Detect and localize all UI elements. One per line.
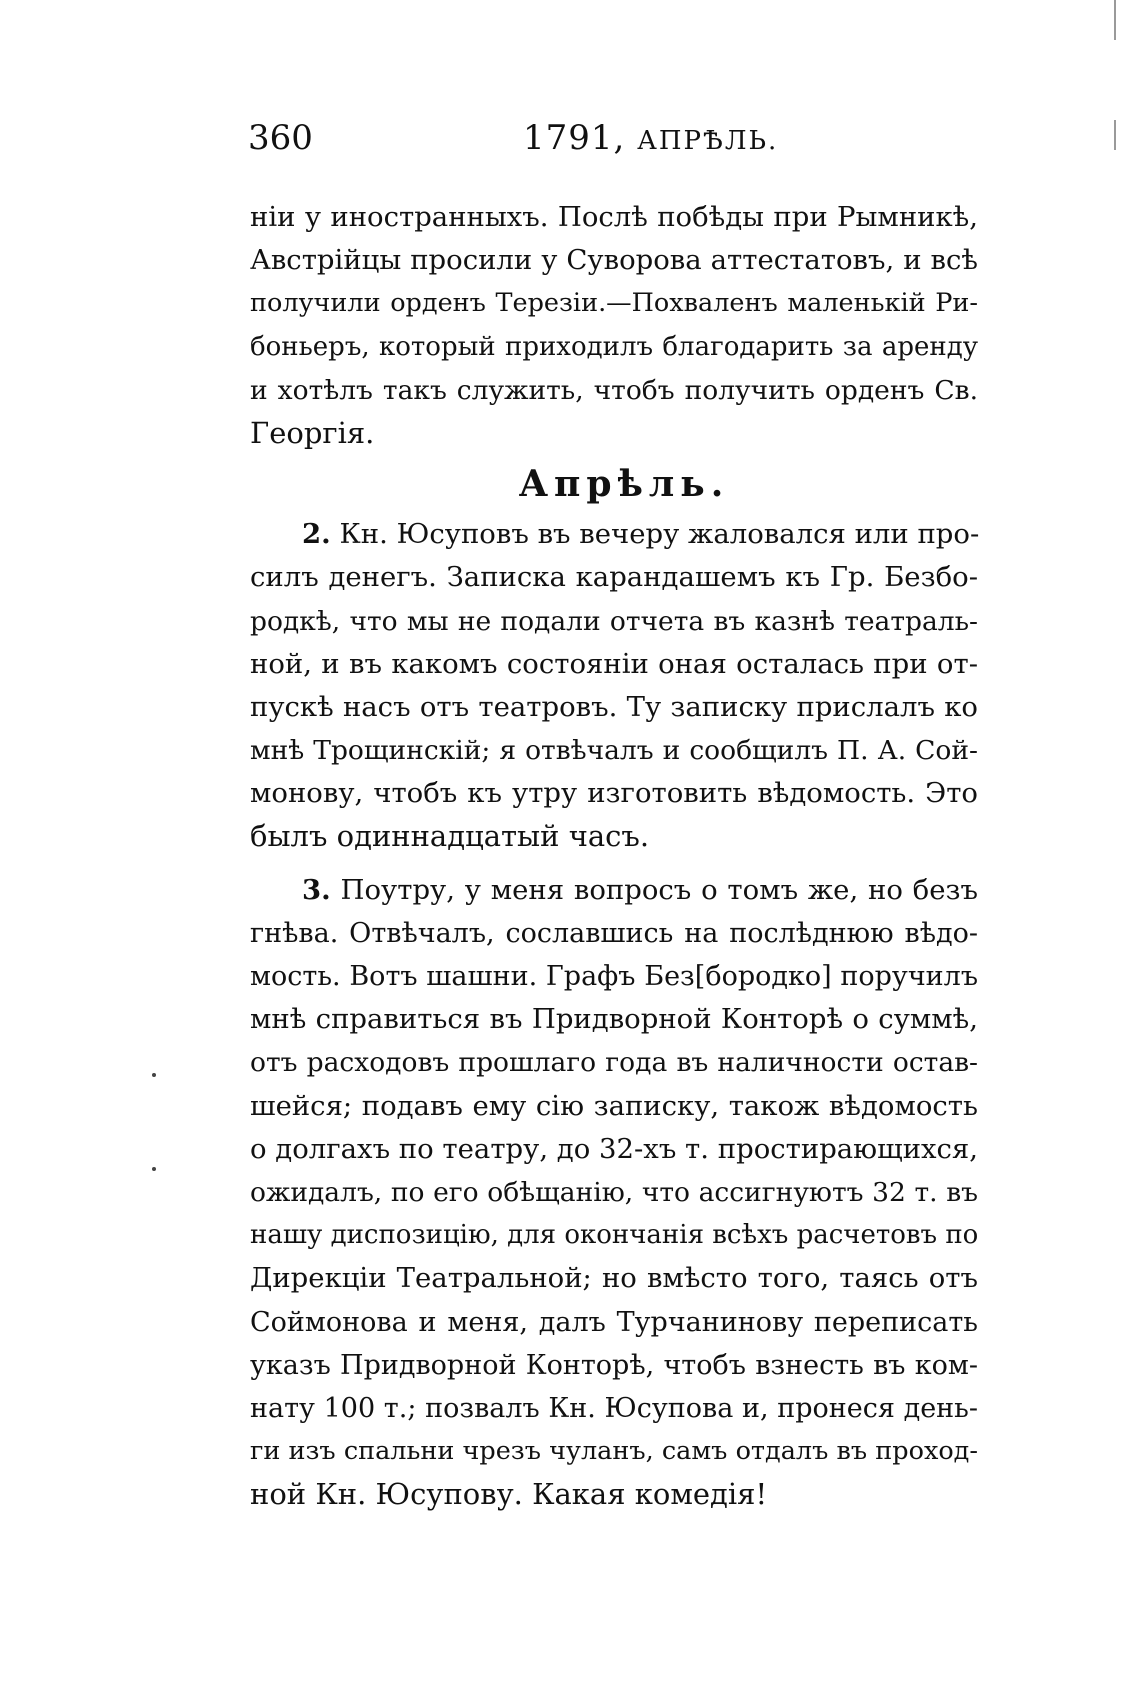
scan-edge-mark xyxy=(1114,120,1116,150)
text-line: Георгія. xyxy=(250,415,375,450)
text-line: отъ расходовъ прошлаго года въ наличности остав- xyxy=(250,1047,978,1079)
paragraph-gap xyxy=(250,859,978,869)
running-head-year: 1791, xyxy=(523,118,626,158)
text-line: ной, и въ какомъ состояніи оная осталась при от- xyxy=(250,647,978,680)
text-line: мнѣ Трощинскій; я отвѣчалъ и сообщилъ П. А. Сой- xyxy=(250,735,978,767)
text-line: нату 100 т.; позвалъ Кн. Юсупова и, пронеся день- xyxy=(250,1392,978,1424)
running-head-month: АПРѢЛЬ. xyxy=(637,126,779,156)
day-number: 2. xyxy=(302,518,331,551)
text-line: ной Кн. Юсупову. Какая комедія! xyxy=(250,1477,768,1512)
text-line: о долгахъ по театру, до 32-хъ т. простирающихся, xyxy=(250,1132,979,1165)
text-line: указъ Придворной Конторѣ, чтобъ взнесть въ ком- xyxy=(250,1349,978,1381)
text-line xyxy=(250,869,978,912)
day-number: 3. xyxy=(302,873,331,906)
page-header xyxy=(248,118,978,168)
text-line: былъ одиннадцатый часъ. xyxy=(250,819,650,854)
text-line: Дирекціи Театральной; но вмѣсто того, таясь отъ xyxy=(250,1262,978,1295)
text-line: родкѣ, что мы не подали отчета въ казнѣ театраль- xyxy=(250,605,978,637)
scan-speck xyxy=(152,1073,156,1077)
entry-day-3 xyxy=(250,869,978,1517)
body-text xyxy=(250,196,978,1516)
scan-speck xyxy=(152,1167,156,1171)
text-line: получили орденъ Терезіи.—Похваленъ маленькій Ри- xyxy=(250,288,978,319)
intro-paragraph xyxy=(250,196,978,455)
scan-edge-mark xyxy=(1114,0,1116,40)
text-line: боньеръ, который приходилъ благодарить за аренду xyxy=(250,331,978,362)
text-line: силъ денегъ. Записка карандашемъ къ Гр. Безбо- xyxy=(250,561,978,594)
text-line: Австрійцы просили у Суворова аттестатовъ, и всѣ xyxy=(250,244,978,277)
text-line: шейся; подавъ ему сію записку, також вѣдомость xyxy=(250,1089,978,1122)
text-line: ги изъ спальни чрезъ чуланъ, самъ отдалъ въ проход- xyxy=(250,1436,978,1467)
text-line: гнѣва. Отвѣчалъ, сославшись на послѣднюю вѣдо- xyxy=(250,917,978,949)
text-line: Соймонова и меня, далъ Турчанинову переписать xyxy=(250,1306,978,1338)
text-line: ніи у иностранныхъ. Послѣ побѣды при Рымникѣ, xyxy=(250,201,978,233)
running-head xyxy=(523,118,778,158)
entry-day-2 xyxy=(250,513,978,859)
text-line: пускѣ насъ отъ театровъ. Ту записку прислалъ ко xyxy=(250,690,978,723)
text-line: нашу диспозицію, для окончанія всѣхъ расчетовъ по xyxy=(250,1220,979,1251)
text-line: ожидалъ, по его обѣщанію, что ассигнуютъ 32 т. въ xyxy=(250,1176,978,1208)
entry-line-text: Поутру, у меня вопросъ о томъ же, но безъ xyxy=(340,873,978,906)
text-line xyxy=(250,513,978,556)
text-line: монову, чтобъ къ утру изготовить вѣдомость. Это xyxy=(250,777,978,810)
entry-line-text: Кн. Юсуповъ въ вечеру жаловался или про- xyxy=(339,518,980,551)
text-line: мость. Вотъ шашни. Графъ Без[бородко] поручилъ xyxy=(250,961,978,992)
text-line: мнѣ справиться въ Придворной Конторѣ о суммѣ, xyxy=(250,1003,978,1036)
text-line: и хотѣлъ такъ служить, чтобъ получить орденъ Св. xyxy=(250,374,978,406)
section-title: Апрѣль. xyxy=(518,463,730,506)
page-number: 360 xyxy=(248,118,313,158)
